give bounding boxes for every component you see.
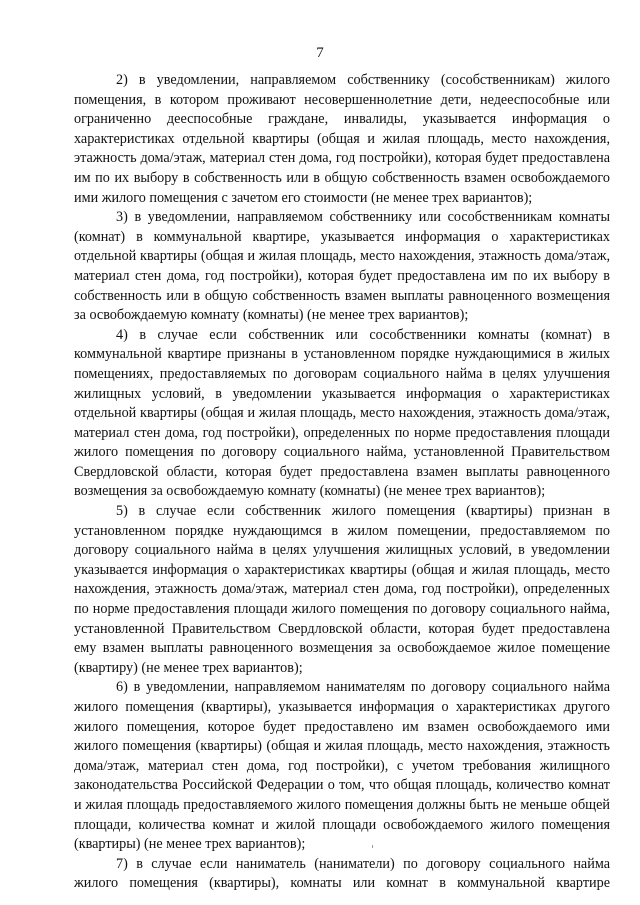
paragraph-item-4: 4) в случае если собственник или сособственники комнаты (комнат) в коммунальной квартире признаны в установленном порядке нуждающимися в жилых помещениях, предоставляемых по договорам социального найма в целях улучшения жилищных условий, в уведомлении указывается информация о характеристиках отдельной квартиры (общая и жилая площадь, место нахождения, этажность дома/этаж, материал стен дома, год постройки), определенных по норме предоставления площади жилого помещения по договору социального найма, установленной Правительством Свердловской области, которая будет предоставлена взамен выплаты равноценного возмещения за освобождаемую комнату (комнаты) (не менее трех вариантов); xyxy=(74,326,610,500)
paragraph-item-7: 7) в случае если наниматель (наниматели) по договору социального найма жилого помещения (квартиры), комнаты или комнат в коммунальной квартире xyxy=(74,855,610,892)
scan-artifact xyxy=(372,845,373,848)
document-body xyxy=(74,71,610,894)
paragraph-item-3: 3) в уведомлении, направляемом собственнику или сособственникам комнаты (комнат) в коммунальной квартире, указывается информация о характеристиках отдельной квартиры (общая и жилая площадь, место нахождения, этажность дома/этаж, материал стен дома, год постройки), которая будет предоставлена им по их выбору в собственность или в общую собственность взамен выплаты равноценного возмещения за освобождаемую комнату (комнаты) (не менее трех вариантов); xyxy=(74,209,610,324)
page-number: 7 xyxy=(316,45,324,61)
paragraph-item-2: 2) в уведомлении, направляемом собственнику (сособственникам) жилого помещения, в котором проживают несовершеннолетние дети, недееспособные или ограниченно дееспособные граждане, инвалиды, указывается информация о характеристиках отдельной квартиры (общая и жилая площадь, место нахождения, этажность дома/этаж, материал стен дома, год постройки), которая будет предоставлена им по их выбору в собственность или в общую собственность взамен освобождаемого ими жилого помещения с зачетом его стоимости (не менее трех вариантов); xyxy=(74,72,610,206)
paragraph-item-5: 5) в случае если собственник жилого помещения (квартиры) признан в установленном порядке нуждающимся в жилом помещении, предоставляемом по договору социального найма в целях улучшения жилищных условий, в уведомлении указывается информация о характеристиках квартиры (общая и жилая площадь, место нахождения, этажность дома/этаж, материал стен дома, год постройки), определенных по норме предоставления площади жилого помещения по договору социального найма, установленной Правительством Свердловской области, которая будет предоставлена ему взамен выплаты равноценного возмещения за освобождаемое жилое помещение (квартиру) (не менее трех вариантов); xyxy=(74,503,610,676)
paragraph-item-6: 6) в уведомлении, направляемом нанимателям по договору социального найма жилого помещения (квартиры), указывается информация о характеристиках другого жилого помещения, которое будет предоставлено им взамен освобождаемого ими жилого помещения (квартиры) (общая и жилая площадь, место нахождения, этажность дома/этаж, материал стен дома, год постройки), с учетом требования жилищного законодательства Российской Федерации о том, что общая площадь, количество комнат и жилая площадь предоставляемого жилого помещения должны быть не меньше общей площади, количества комнат и жилой площади освобождаемого жилого помещения (квартиры) (не менее трех вариантов); xyxy=(74,679,610,853)
